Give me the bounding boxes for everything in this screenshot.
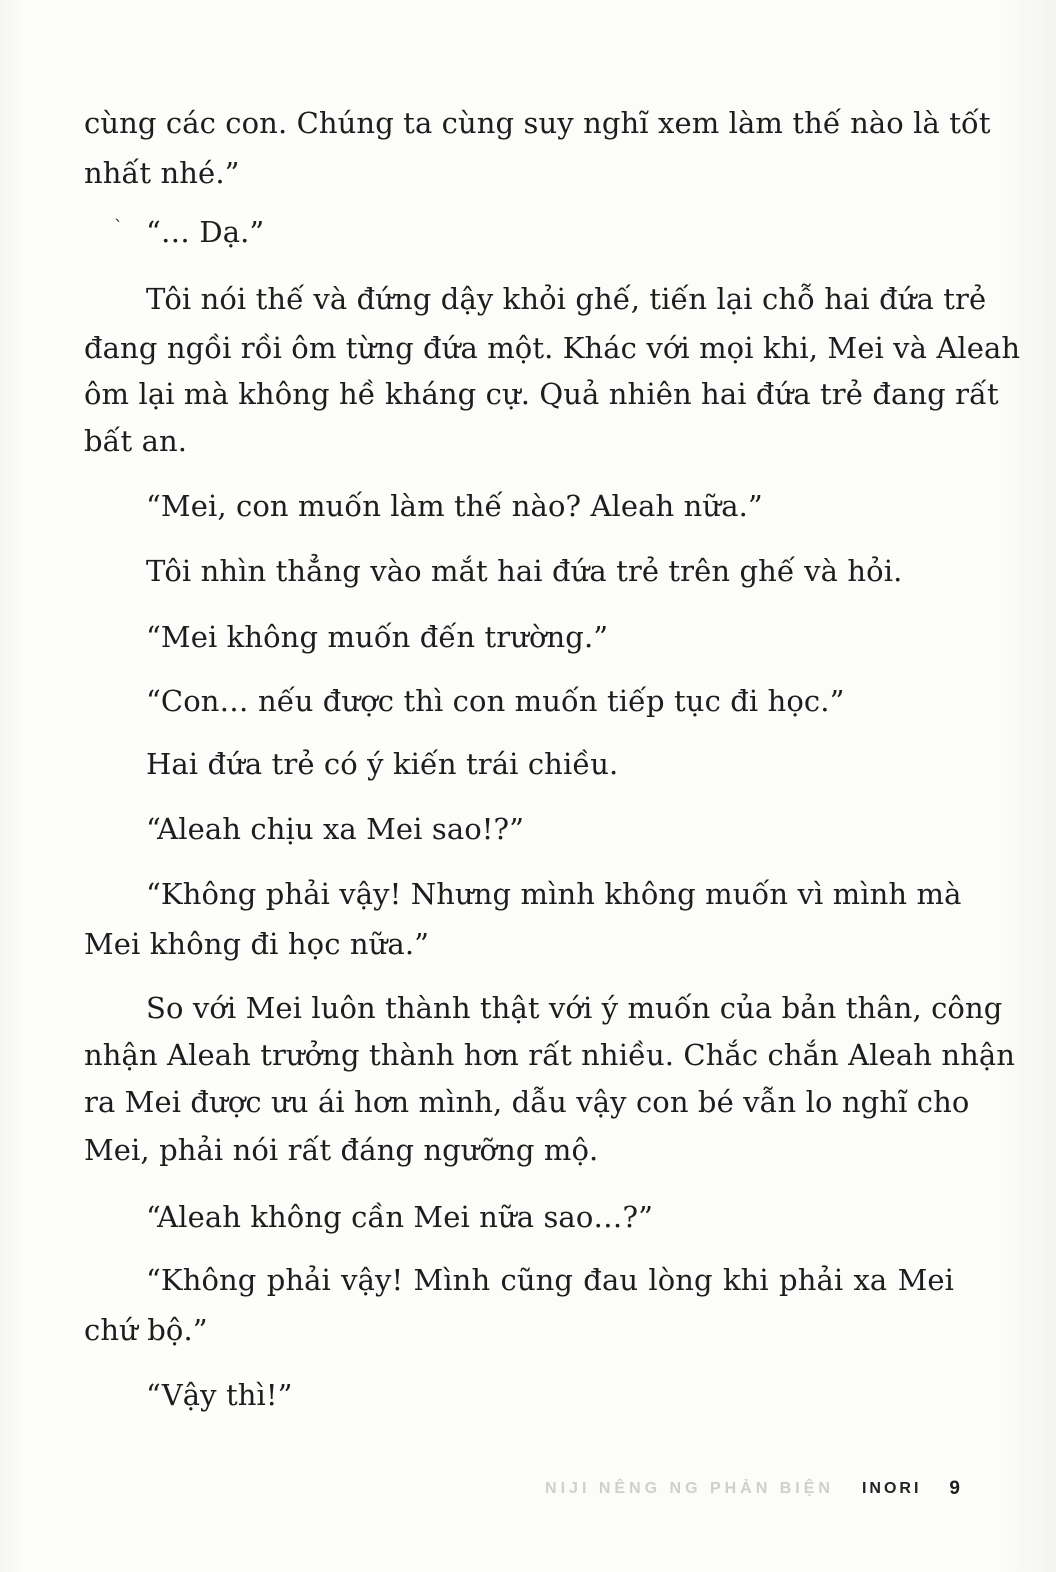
text-line: Mei, phải nói rất đáng ngưỡng mộ. [84,1133,599,1167]
text-line: “Aleah không cần Mei nữa sao…?” [146,1200,654,1234]
text-line: “Vậy thì!” [146,1378,293,1412]
text-line: “Mei, con muốn làm thế nào? Aleah nữa.” [146,489,763,523]
text-line: “… Dạ.” [146,215,265,249]
page-footer [545,1478,960,1500]
text-line: bất an. [84,424,188,458]
text-line: Tôi nói thế và đứng dậy khỏi ghế, tiến lại chỗ hai đứa trẻ [146,282,987,316]
text-line: “Aleah chịu xa Mei sao!?” [146,812,525,846]
footer-series-title: NIJI NÊNG NG PHẢN BIỆN [545,1480,834,1497]
text-line: nhất nhé.” [84,156,240,190]
text-line: “Không phải vậy! Mình cũng đau lòng khi phải xa Mei [146,1263,954,1297]
text-line: “Không phải vậy! Nhưng mình không muốn vì mình mà [146,877,962,911]
text-line: Mei không đi học nữa.” [84,927,430,961]
text-line: Hai đứa trẻ có ý kiến trái chiều. [146,747,619,781]
text-line: cùng các con. Chúng ta cùng suy nghĩ xem làm thế nào là tốt [84,106,991,140]
text-line: ra Mei được ưu ái hơn mình, dẫu vậy con bé vẫn lo nghĩ cho [84,1085,970,1119]
footer-author: INORI [861,1480,922,1497]
text-line: So với Mei luôn thành thật với ý muốn của bản thân, công [146,991,1003,1025]
text-line: đang ngồi rồi ôm từng đứa một. Khác với mọi khi, Mei và Aleah [84,331,1021,365]
stray-mark: ˋ [114,217,123,238]
text-line: “Mei không muốn đến trường.” [146,620,609,654]
text-line: “Con… nếu được thì con muốn tiếp tục đi học.” [146,684,845,718]
page-number: 9 [949,1478,960,1499]
text-line: nhận Aleah trưởng thành hơn rất nhiều. Chắc chắn Aleah nhận [84,1038,1016,1072]
text-line: ôm lại mà không hề kháng cự. Quả nhiên hai đứa trẻ đang rất [84,377,999,411]
text-line: chứ bộ.” [84,1313,208,1347]
text-line: Tôi nhìn thẳng vào mắt hai đứa trẻ trên ghế và hỏi. [146,554,903,588]
